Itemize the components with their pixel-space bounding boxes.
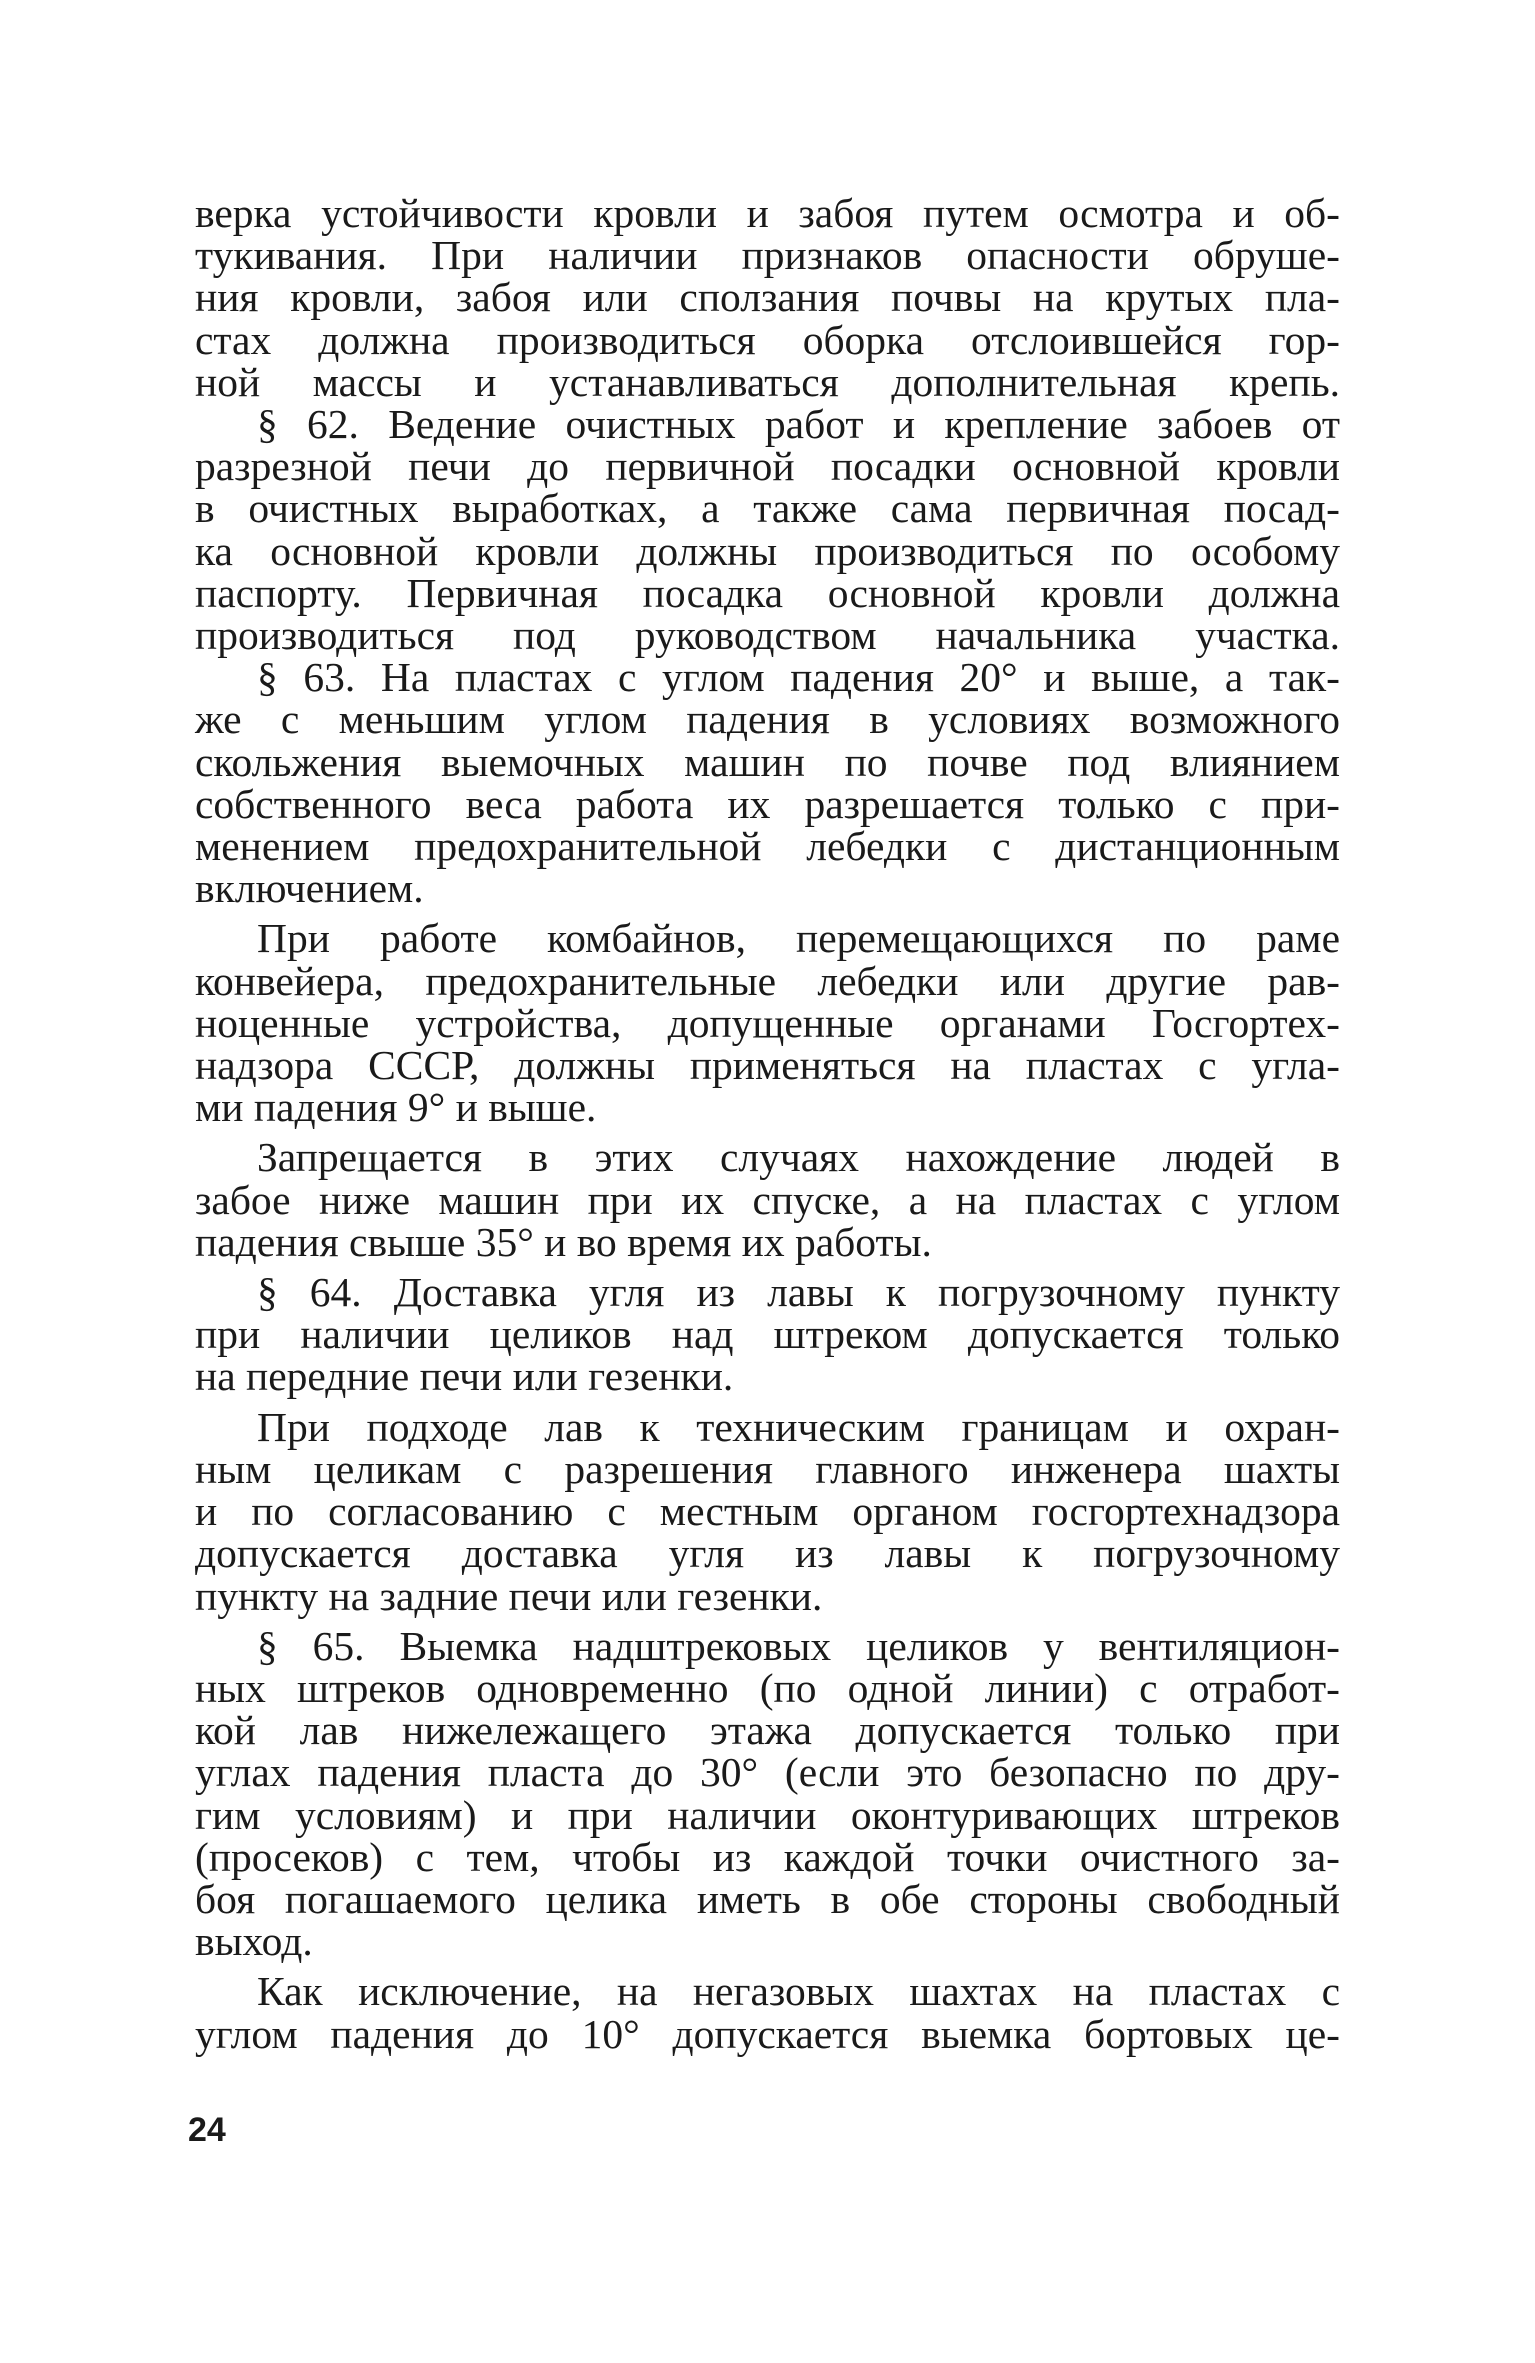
- text-line: допускается доставка угля из лавы к погрузочному: [195, 1530, 1340, 1577]
- text-line: забое ниже машин при их спуске, а на пластах с углом: [195, 1176, 1340, 1223]
- text-line: падения свыше 35° и во время их работы.: [195, 1218, 932, 1265]
- text-line: § 63. На пластах с углом падения 20° и выше, а так-: [257, 654, 1340, 701]
- text-line: производиться под руководством начальника участка.: [195, 612, 1340, 659]
- text-line: При подходе лав к техническим границам и охран-: [257, 1403, 1340, 1450]
- text-line: При работе комбайнов, перемещающихся по раме: [257, 915, 1340, 962]
- text-line: ных штреков одновременно (по одной линии) с отработ-: [195, 1664, 1340, 1711]
- text-line: менением предохранительной лебедки с дистанционным: [195, 823, 1340, 870]
- text-line: ноценные устройства, допущенные органами Госгортех-: [195, 999, 1340, 1046]
- text-line: паспорту. Первичная посадка основной кровли должна: [195, 569, 1340, 616]
- text-line: конвейера, предохранительные лебедки или другие рав-: [195, 957, 1340, 1004]
- text-line: § 64. Доставка угля из лавы к погрузочному пункту: [257, 1269, 1340, 1316]
- text-line: (просеков) с тем, чтобы из каждой точки очистного за-: [195, 1833, 1340, 1880]
- text-line: гим условиям) и при наличии оконтуривающих штреков: [195, 1791, 1340, 1838]
- text-line: тукивания. При наличии признаков опасности обруше-: [195, 232, 1340, 279]
- text-line: Запрещается в этих случаях нахождение людей в: [257, 1134, 1340, 1181]
- text-line: выход.: [195, 1918, 313, 1965]
- text-line: ми падения 9° и выше.: [195, 1084, 597, 1131]
- text-line: стах должна производиться оборка отслоившейся гор-: [195, 316, 1340, 363]
- text-line: скольжения выемочных машин по почве под влиянием: [195, 738, 1340, 785]
- text-line: на передние печи или гезенки.: [195, 1353, 734, 1400]
- text-line: надзора СССР, должны применяться на пластах с угла-: [195, 1042, 1340, 1089]
- text-line: включением.: [195, 865, 424, 912]
- text-line: при наличии целиков над штреком допускается только: [195, 1311, 1340, 1358]
- text-line: ка основной кровли должны производиться по особому: [195, 527, 1340, 574]
- text-line: ным целикам с разрешения главного инженера шахты: [195, 1445, 1340, 1492]
- text-line: пункту на задние печи или гезенки.: [195, 1572, 823, 1619]
- text-line: § 65. Выемка надштрековых целиков у вентиляцион-: [257, 1622, 1340, 1669]
- text-line: ной массы и устанавливаться дополнительная крепь.: [195, 358, 1340, 405]
- text-line: углом падения до 10° допускается выемка бортовых це-: [195, 2010, 1340, 2057]
- text-line: и по согласованию с местным органом госгортехнадзора: [195, 1488, 1340, 1535]
- text-line: собственного веса работа их разрешается только с при-: [195, 780, 1340, 827]
- text-line: § 62. Ведение очистных работ и крепление забоев от: [257, 401, 1340, 448]
- page-text-body: [195, 192, 1340, 2055]
- text-line: разрезной печи до первичной посадки основной кровли: [195, 443, 1340, 490]
- page-number: 24: [188, 2111, 226, 2149]
- text-line: углах падения пласта до 30° (если это безопасно по дру-: [195, 1749, 1340, 1796]
- text-line: же с меньшим углом падения в условиях возможного: [195, 696, 1340, 743]
- text-line: кой лав нижележащего этажа допускается только при: [195, 1707, 1340, 1754]
- text-line: ния кровли, забоя или сползания почвы на крутых пла-: [195, 274, 1340, 321]
- text-line: Как исключение, на негазовых шахтах на пластах с: [257, 1968, 1340, 2015]
- text-line: боя погашаемого целика иметь в обе стороны свободный: [195, 1875, 1340, 1922]
- text-line: в очистных выработках, а также сама первичная посад-: [195, 485, 1340, 532]
- text-line: верка устойчивости кровли и забоя путем осмотра и об-: [195, 190, 1340, 236]
